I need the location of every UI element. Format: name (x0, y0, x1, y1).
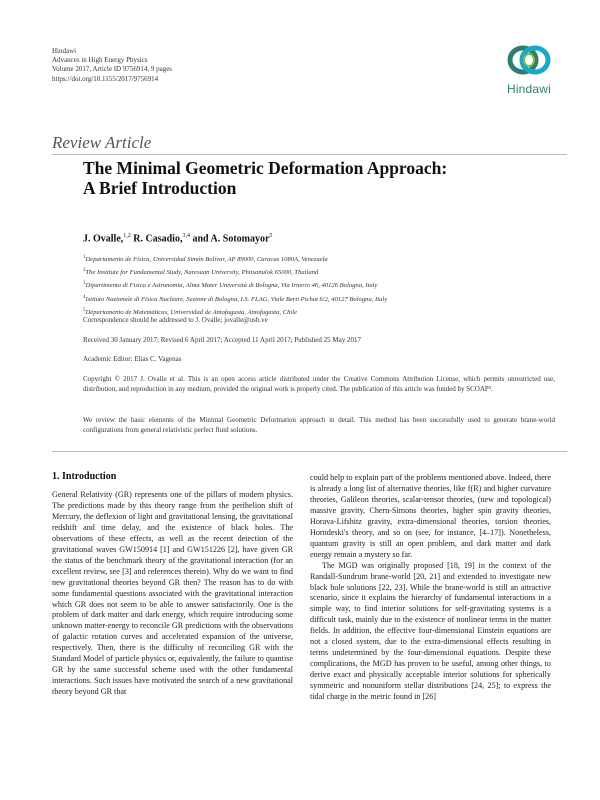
affiliation-item: $^1$Departamento de Física, Universidad Simón Bolívar, AP 89000, Caracas 1080A, Venezuela (83, 255, 328, 264)
title-line-2: A Brief Introduction (83, 178, 237, 198)
author-affil-sup: 3,4 (182, 233, 190, 239)
academic-editor: Academic Editor: Elias C. Vagenas (83, 355, 182, 363)
journal-info (52, 47, 172, 84)
affiliation-item: $^2$The Institute for Fundamental Study, Naresuan University, Phitsanulok 65000, Thailand (83, 268, 319, 277)
body-paragraph: The MGD was originally proposed [18, 19] in the context of the Randall-Sundrum brane-world [20, 21] and extended to investigate new black hole solutions [22, 23]. While the brane-world is still an attractive scenario, since it explains the hierarchy of fundamental interactions in a simple way, to find interior solutions for self-gravitating systems is a difficult task, mainly due to the existence of nonlinear terms in the matter fields. In addition, the effective four-dimensional Einstein equations are not a closed system, due to the extra-dimensional effects resulting in terms undetermined by the four-dimensional equations. Despite these complications, the MGD has proven to be useful, among other things, to derive exact and physically acceptable interior solutions for spherically symmetric and nonuniform stellar distributions [24, 25]; to express the tidal charge in the metric found in [26] (310, 560, 551, 702)
author-name: and A. Sotomayor (189, 233, 270, 245)
affiliation-item: $^5$Departamento de Matemáticas, Universidad de Antofagasta, Antofagasta, Chile (83, 307, 297, 316)
journal-name: Advances in High Energy Physics (52, 56, 148, 65)
abstract-divider (52, 451, 567, 452)
section-heading: 1. Introduction (52, 471, 117, 482)
author-name: J. Ovalle, (83, 233, 124, 245)
doi-link[interactable]: https://doi.org/10.1155/2017/9756914 (52, 74, 159, 83)
right-column (310, 473, 551, 703)
affiliation-item: $^4$Istituto Nazionale di Fisica Nucleare, Sezione di Bologna, I.S. FLAG, Viale Berti Pichat 6/2, 40127 Bologna, Italy (83, 294, 388, 303)
author-name: R. Casadio, (130, 233, 183, 245)
title-line-1: The Minimal Geometric Deformation Approach: (83, 158, 448, 178)
body-paragraph: could help to explain part of the problems mentioned above. Indeed, there is already a long list of alternative theories, like f(R) and higher curvature theories, Galileon theories, scalar-tensor theories, (new and topological) massive gravity, Chern-Simons theories, higher spin gravity theories, Horava-Lifshitz gravity, extra-dimensional theories, torsion theories, Horndeski's theory, and so on (see, for instance, [4–17]). Nonetheless, quantum gravity is still an open problem, and dark matter and dark energy remain a mystery so far. (310, 473, 551, 559)
hindawi-rings-icon (504, 40, 554, 80)
hindawi-logo (494, 40, 564, 106)
article-title (83, 158, 563, 198)
affiliations (83, 252, 553, 318)
author-affil-sup: 1,2 (123, 233, 131, 239)
author-list (83, 233, 272, 244)
logo-text: Hindawi (506, 82, 552, 96)
correspondence: Correspondence should be addressed to J. Ovalle; jovalle@usb.ve (83, 316, 268, 324)
affiliation-item: $^3$Dipartimento di Fisica e Astronomia, Alma Mater Università di Bologna, Via Irnerio 46, 40126 Bologna, Italy (83, 281, 378, 290)
publication-dates: Received 30 January 2017; Revised 6 April 2017; Accepted 11 April 2017; Published 25 May 2017 (83, 336, 361, 344)
title-divider (52, 154, 567, 155)
abstract: We review the basic elements of the Minimal Geometric Deformation approach in detail. This method has been successfully used to generate brane-world configurations from general relativistic perfect fluid solutions. (83, 416, 555, 434)
left-column (52, 490, 293, 698)
body-paragraph: General Relativity (GR) represents one of the pillars of modern physics. The predictions made by this theory range from the perihelion shift of Mercury, the deflexion of light and gravitational lensing, the gravitational redshift and time delay, and the existence of black holes. The observations of these effects, as well as the recent detection of the gravitational waves GW150914 [1] and GW151226 [2], have given GR the status of the benchmark theory of the gravitational interaction (for an excellent review, see [3] and references therein). Why do we want to find new gravitational theories beyond GR then? The reason has to do with some fundamental questions associated with the gravitational interaction which GR does not seem to be able to answer satisfactorily. One is the problem of dark matter and dark energy, which require introducing some unknown matter-energy to reconcile GR predictions with the observations of galactic rotation curves and accelerated expansion of the universe, respectively. Then, there is the difficulty of reconciling GR with the Standard Model of particle physics or, equivalently, the failure to quantise GR by the same successful scheme used with the other fundamental interactions. Such issues have motivated the search of a new gravitational theory beyond GR that (52, 490, 293, 697)
publisher-name: Hindawi (52, 47, 77, 55)
copyright-notice: Copyright © 2017 J. Ovalle et al. This is an open access article distributed under the Creative Commons Attribution License, which permits unrestricted use, distribution, and reproduction in any medium, provided the original work is properly cited. The publication of this article was funded by SCOAP³. (83, 375, 555, 393)
author-affil-sup: 5 (269, 233, 273, 239)
volume-line: Volume 2017, Article ID 9756914, 9 pages (52, 65, 173, 74)
article-type: Review Article (52, 133, 152, 152)
